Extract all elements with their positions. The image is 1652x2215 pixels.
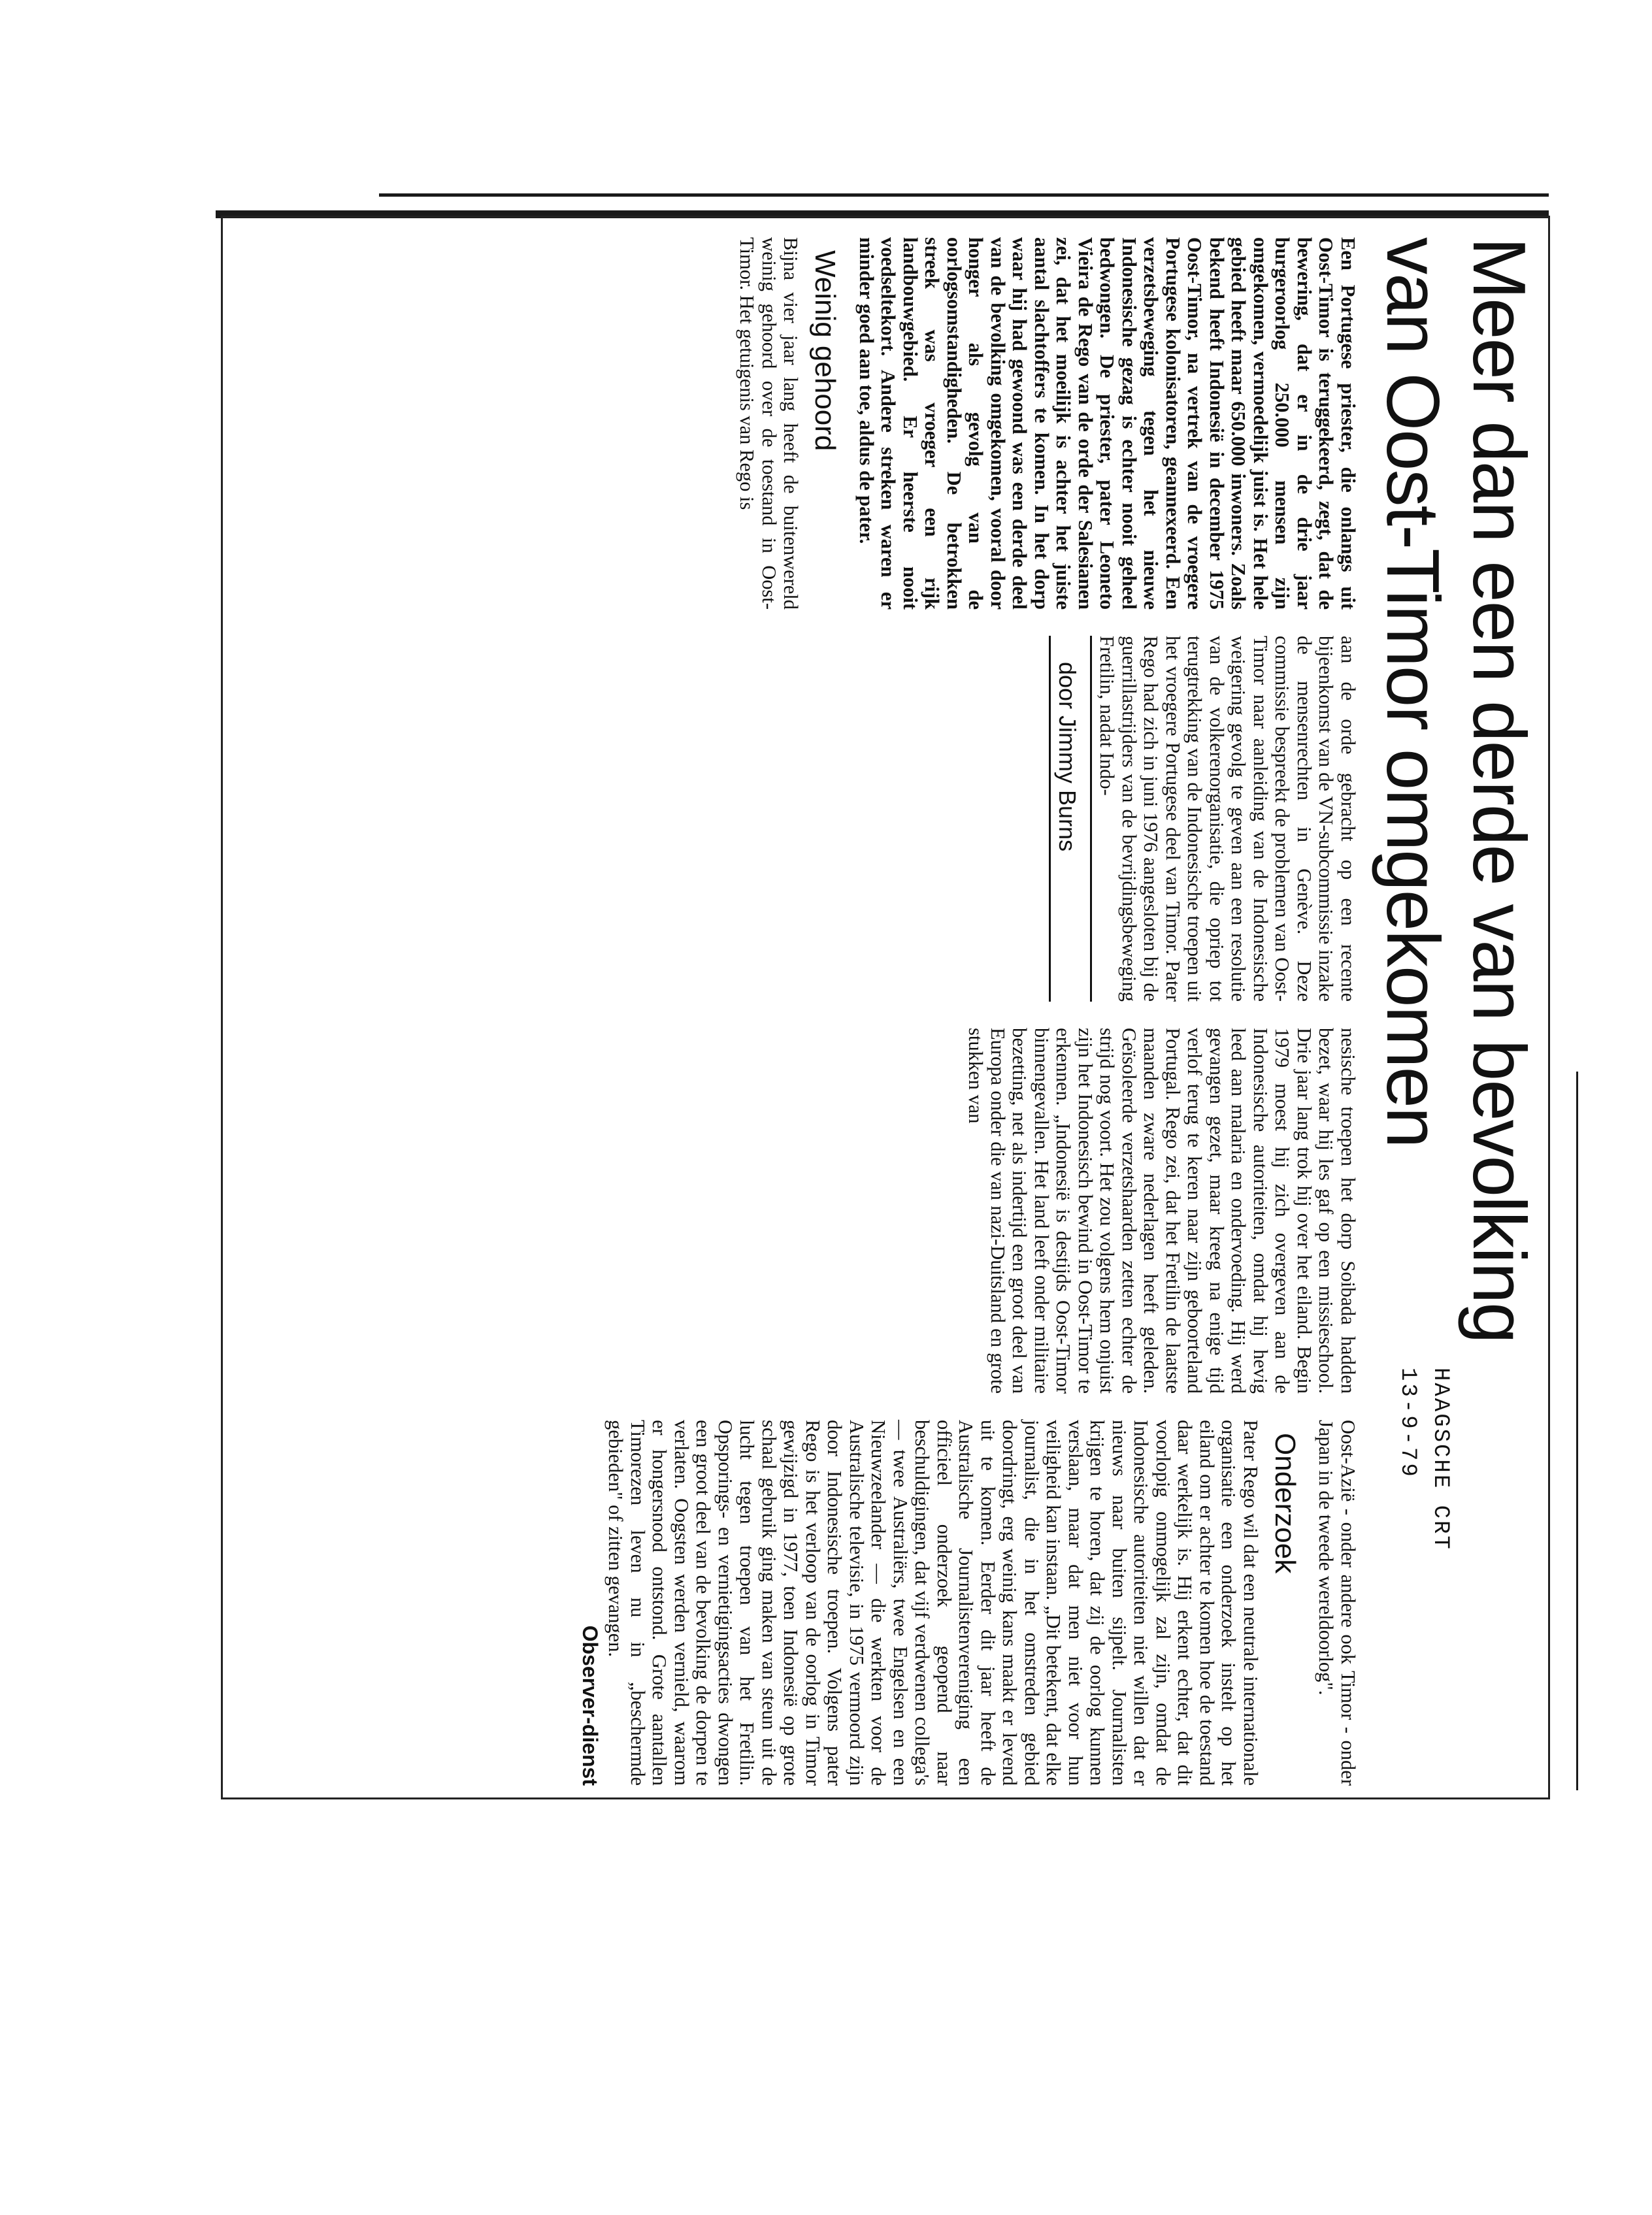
column-1-text-2: Bijna vier jaar lang heeft de buitenwereld weinig gehoord over de toestand in Oost-Timor. Het getuigenis van Rego is — [736, 237, 802, 610]
column-4-text: Oost-Azië - onder andere ook Timor - onder Japan in de tweede wereldoorlog". — [1315, 1420, 1359, 1786]
rotated-article — [223, 218, 1548, 1797]
column-2 — [1042, 636, 1359, 1002]
source-label: HAAGSCHE CRT — [1428, 1368, 1453, 1551]
byline-rule-top — [1090, 636, 1092, 1002]
subheading-weinig-gehoord: Weinig gehoord — [809, 250, 842, 451]
date-label: 13-9-79 — [1395, 1368, 1420, 1479]
column-4 — [579, 1420, 1359, 1786]
top-rule-thin — [379, 193, 1549, 197]
signature: Observer-dienst — [578, 1625, 602, 1786]
column-1 — [736, 237, 1359, 610]
column-1-text: Een Portugese priester, die onlangs uit Oost-Timor is teruggekeerd, zegt, dat de bewering, dat er in de drie jaar burgeroorlog 250.000 mensen zijn omgekomen, vermoedelijk juist is. Het hele gebied heeft maar 650.000 inwoners. Zoals bekend heeft Indonesië in december 1975 Oost-Timor, na vertrek van de vroegere Portugese kolonisatoren, geannexeerd. Een verzetsbeweging tegen het nieuwe Indonesische gezag is echter nooit geheel bedwongen. De priester, pater Leoneto Vieira de Rego van de orde der Salesianen zei, dat het moeilijk is achter het juiste aantal slachtoffers te komen. In het dorp waar hij had gewoond was een derde deel van de bevolking omgekomen, vooral door honger als gevolg van de oorlogsomstandigheden. De betrokken streek was vroeger een rijk landbouwgebied. Er heerste nooit voedseltekort. Andere streken waren er minder goed aan toe, aldus de pater. — [855, 237, 1359, 610]
byline: door Jimmy Burns — [1054, 662, 1081, 852]
column-3-text: nesische troepen het dorp Soibada hadden bezet, waar hij les gaf op een missieschool. Drie jaar lang trok hij over het eiland. Begin 1979 moest hij zich overgeven aan de Indonesische autoriteiten, omdat hij hevig leed aan malaria en ondervoeding. Hij werd gevangen gezet, maar kreeg na enige tijd verlof terug te keren naar zijn geboorteland Portugal. Rego zei, dat het Fretilin de laatste maanden zware nederlagen heeft geleden. Geïsoleerde verzetshaarden zetten echter de strijd nog voort. Het zou volgens hem onjuist zijn het Indonesisch bewind in Oost-Timor te erkennen. „Indonesië is destijds Oost-Timor binnengevallen. Het land leeft onder militaire bezetting, net als indertijd een groot deel van Europa onder die van nazi-Duitsland en grote stukken van — [965, 1028, 1359, 1394]
column-3 — [965, 1028, 1359, 1394]
column-2-text: aan de orde gebracht op een recente bijeenkomst van de VN-subcommissie inzake de mensenrechten in Genève. Deze commissie bespreekt de problemen van Oost-Timor naar aanleiding van de Indonesische weigering gevolg te geven aan een resolutie van de volkerenorganisatie, die opriep tot terugtrekking van de Indonesische troepen uit het vroegere Portugese deel van Timor. Pater Rego had zich in juni 1976 aangesloten bij de guerrillastrijders van de bevrijdingsbeweging Fretilin, nadat Indo- — [1096, 636, 1359, 1002]
headline-line-1: Meer dan een derde van bevolking — [1457, 237, 1540, 1343]
right-margin-line — [1576, 1072, 1578, 1790]
byline-rule-bottom — [1049, 636, 1051, 1002]
headline-line-2: van Oost-Timor omgekomen — [1371, 237, 1454, 1147]
newspaper-clipping — [221, 216, 1550, 1799]
column-4-text-2: Pater Rego wil dat een neutrale internationale organisatie een onderzoek instelt op het eiland om er achter te komen hoe de toestand daar werkelijk is. Hij erkent echter, dat dit voorlopig onmogelijk zal zijn, omdat de Indonesische autoriteiten niet willen dat er nieuws naar buiten sijpelt. Journalisten krijgen te horen, dat zij de oorlog kunnen verslaan, maar dat men niet voor hun veiligheid kan instaan. „Dit betekent, dat elke journalist, die in het omstreden gebied doordringt, erg weinig kans maakt er levend uit te komen. Eerder dit jaar heeft de Australische Journalistenvereniging een officieel onderzoek geopend naar beschuldigingen, dat vijf verdwenen collega's — twee Australiërs, twee Engelsen en een Nieuwzeelander — die werkten voor de Australische televisie, in 1975 vermoord zijn door Indonesische troepen. Volgens pater Rego is het verloop van de oorlog in Timor gewijzigd in 1977, toen Indonesië op grote schaal gebruik ging maken van steun uit de lucht tegen troepen van het Fretilin. Opsporings- en vernietigingsacties dwongen een groot deel van de bevolking de dorpen te verlaten. Oogsten werden vernield, waarom er hongersnood ontstond. Grote aantallen Timorezen leven nu in „beschermde gebieden" of zitten gevangen. — [604, 1420, 1262, 1786]
subheading-onderzoek: Onderzoek — [1269, 1433, 1301, 1574]
source-stamp — [1381, 1368, 1453, 1760]
